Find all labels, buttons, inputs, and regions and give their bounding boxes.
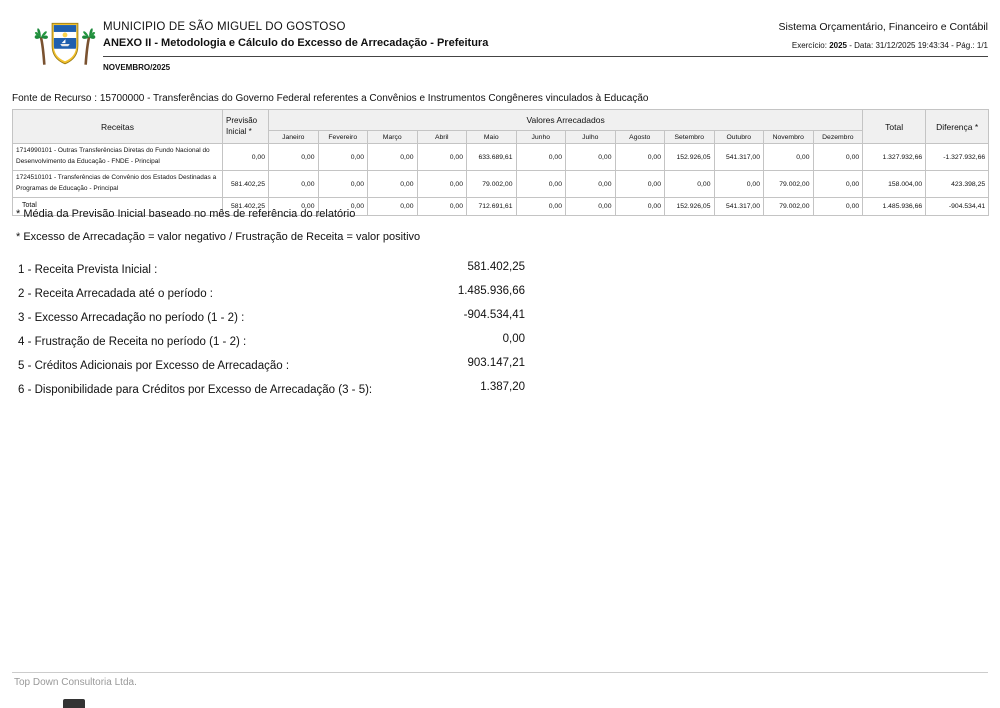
cell-previsao: 0,00 [223, 144, 269, 171]
summary-value: 1.485.936,66 [457, 285, 525, 297]
cell-novembro: 79.002,00 [764, 198, 814, 216]
system-name: Sistema Orçamentário, Financeiro e Contábil [778, 21, 988, 33]
cell-diferenca: -904.534,41 [926, 198, 989, 216]
summary-label: 4 - Frustração de Receita no período (1 - 2) : [18, 336, 247, 348]
cell-agosto: 0,00 [615, 198, 665, 216]
cell-janeiro: 0,00 [269, 198, 319, 216]
summary-row-5 [18, 357, 525, 381]
table-row [13, 144, 989, 171]
report-meta [778, 41, 988, 50]
note-previsao-inicial: * Média da Previsão Inicial baseado no mês de referência do relatório [16, 208, 356, 220]
cell-maio: 633.689,61 [467, 144, 517, 171]
cell-marco: 0,00 [368, 171, 418, 198]
cell-outubro: 0,00 [714, 171, 764, 198]
cell-agosto: 0,00 [615, 144, 665, 171]
summary-row-4 [18, 333, 525, 357]
cell-diferenca: 423.398,25 [926, 171, 989, 198]
fonte-de-recurso-line: Fonte de Recurso : 15700000 - Transferências do Governo Federal referentes a Convênios e Instrumentos Congêneres vinculados à Educação [12, 93, 649, 104]
cell-fevereiro: 0,00 [318, 171, 368, 198]
summary-row-2 [18, 285, 525, 309]
exercise-year: 2025 [829, 41, 847, 50]
column-header-receitas: Receitas [13, 110, 223, 144]
cell-marco: 0,00 [368, 144, 418, 171]
cell-total: 1.327.932,66 [863, 144, 926, 171]
cell-abril: 0,00 [417, 144, 467, 171]
column-header-maio: Maio [467, 131, 517, 144]
column-header-outubro: Outubro [714, 131, 764, 144]
column-header-diferenca: Diferença * [926, 110, 989, 144]
cell-fevereiro: 0,00 [318, 144, 368, 171]
cell-dezembro: 0,00 [813, 144, 863, 171]
report-title: ANEXO II - Metodologia e Cálculo do Excesso de Arrecadação - Prefeitura [103, 37, 489, 49]
header-right [778, 21, 988, 50]
summary-row-3 [18, 309, 525, 333]
report-period: NOVEMBRO/2025 [103, 63, 171, 72]
summary-value: -904.534,41 [463, 309, 525, 321]
cell-agosto: 0,00 [615, 171, 665, 198]
cell-maio: 79.002,00 [467, 171, 517, 198]
cell-previsao: 581.402,25 [223, 171, 269, 198]
summary-list [18, 261, 525, 405]
cell-outubro: 541.317,00 [714, 198, 764, 216]
row-receita-name: 1724510101 - Transferências de Convênio dos Estados Destinadas a Programas de Educação - Principal [13, 171, 223, 198]
summary-row-1 [18, 261, 525, 285]
summary-value: 1.387,20 [480, 381, 525, 393]
cell-diferenca: -1.327.932,66 [926, 144, 989, 171]
summary-label: 5 - Créditos Adicionais por Excesso de Arrecadação : [18, 360, 290, 372]
row-receita-name: 1714990101 - Outras Transferências Diretas do Fundo Nacional do Desenvolvimento da Educação - FNDE - Principal [13, 144, 223, 171]
footer-divider [12, 672, 988, 673]
summary-label: 6 - Disponibilidade para Créditos por Excesso de Arrecadação (3 - 5): [18, 384, 373, 396]
revenue-table [12, 109, 989, 216]
header-divider [103, 56, 988, 57]
cell-total: 158.004,00 [863, 171, 926, 198]
cell-abril: 0,00 [417, 198, 467, 216]
summary-value: 0,00 [502, 333, 525, 345]
footer-company-name: Top Down Consultoria Ltda. [14, 677, 137, 688]
municipality-name: MUNICIPIO DE SÃO MIGUEL DO GOSTOSO [103, 21, 346, 33]
cell-outubro: 541.317,00 [714, 144, 764, 171]
cell-dezembro: 0,00 [813, 198, 863, 216]
cell-abril: 0,00 [417, 171, 467, 198]
column-header-marco: Março [368, 131, 418, 144]
cell-marco: 0,00 [368, 198, 418, 216]
coat-of-arms-icon [34, 14, 96, 74]
bottom-edge-artifact [63, 699, 85, 708]
summary-label: 2 - Receita Arrecadada até o período : [18, 288, 213, 300]
summary-label: 3 - Excesso Arrecadação no período (1 - 2) : [18, 312, 245, 324]
cell-setembro: 0,00 [665, 171, 715, 198]
cell-novembro: 79.002,00 [764, 171, 814, 198]
cell-fevereiro: 0,00 [318, 198, 368, 216]
cell-total: 1.485.936,66 [863, 198, 926, 216]
table-row [13, 171, 989, 198]
report-meta-rest: - Data: 31/12/2025 19:43:34 - Pág.: 1/1 [847, 41, 988, 50]
column-header-abril: Abril [417, 131, 467, 144]
cell-setembro: 152.926,05 [665, 144, 715, 171]
column-header-novembro: Novembro [764, 131, 814, 144]
summary-value: 581.402,25 [467, 261, 525, 273]
column-header-fevereiro: Fevereiro [318, 131, 368, 144]
summary-label: 1 - Receita Prevista Inicial : [18, 264, 158, 276]
cell-janeiro: 0,00 [269, 171, 319, 198]
cell-previsao: 581.402,25 [223, 198, 269, 216]
column-header-previsao-inicial: Previsão Inicial * [223, 110, 269, 144]
cell-janeiro: 0,00 [269, 144, 319, 171]
cell-setembro: 152.926,05 [665, 198, 715, 216]
column-header-janeiro: Janeiro [269, 131, 319, 144]
column-header-setembro: Setembro [665, 131, 715, 144]
header-left [103, 21, 488, 49]
cell-novembro: 0,00 [764, 144, 814, 171]
column-header-junho: Junho [516, 131, 566, 144]
revenue-table-wrapper [12, 109, 988, 216]
column-header-dezembro: Dezembro [813, 131, 863, 144]
cell-julho: 0,00 [566, 171, 616, 198]
exercise-label: Exercício: [791, 41, 830, 50]
column-header-agosto: Agosto [615, 131, 665, 144]
column-group-valores-arrecadados: Valores Arrecadados [269, 110, 863, 131]
cell-maio: 712.691,61 [467, 198, 517, 216]
cell-julho: 0,00 [566, 144, 616, 171]
cell-junho: 0,00 [516, 144, 566, 171]
cell-junho: 0,00 [516, 198, 566, 216]
column-header-total: Total [863, 110, 926, 144]
summary-row-6 [18, 381, 525, 405]
total-row-label: Total [13, 198, 223, 216]
column-header-julho: Julho [566, 131, 616, 144]
summary-value: 903.147,21 [467, 357, 525, 369]
cell-julho: 0,00 [566, 198, 616, 216]
note-excesso-arrecadacao: * Excesso de Arrecadação = valor negativo / Frustração de Receita = valor positivo [16, 231, 421, 243]
cell-junho: 0,00 [516, 171, 566, 198]
cell-dezembro: 0,00 [813, 171, 863, 198]
